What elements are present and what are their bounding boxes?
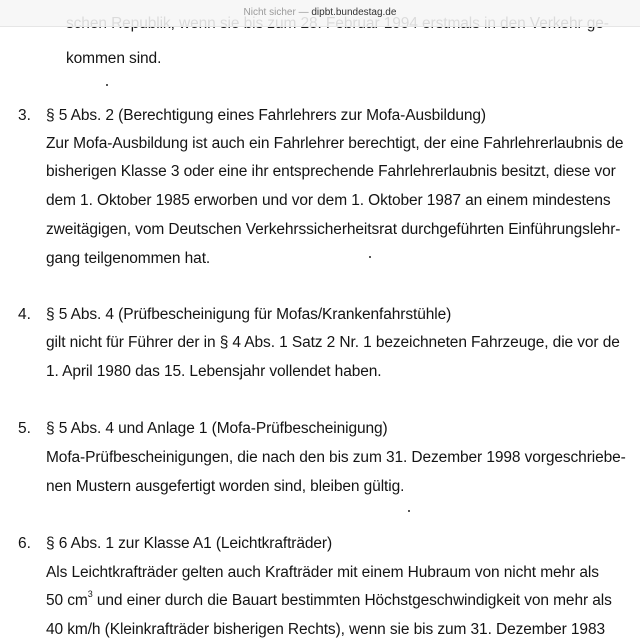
unit-value: 50 cm [46, 592, 88, 609]
item-3-line-4: zweitägigen, vom Deutschen Verkehrssicherheitsrat durchgeführten Einführungslehr- [46, 221, 621, 238]
item-6-line-3: 40 km/h (Kleinkrafträder bisherigen Rechts), wenn sie bis zum 31. Dezember 1983 [46, 621, 605, 638]
item-3-line-1: Zur Mofa-Ausbildung ist auch ein Fahrlehrer berechtigt, der eine Fahrlehrerlaubnis de [46, 135, 624, 152]
item-5-line-1: Mofa-Prüfbescheinigungen, die nach den bis zum 31. Dezember 1998 vorgeschriebe- [46, 449, 626, 466]
address-host[interactable]: dipbt.bundestag.de [311, 7, 397, 18]
item-3-heading: § 5 Abs. 2 (Berechtigung eines Fahrlehrers zur Mofa-Ausbildung) [46, 107, 486, 124]
item-6-line-2 [46, 588, 612, 611]
security-label: Nicht sicher [243, 7, 296, 18]
item-6-heading: § 6 Abs. 1 zur Klasse A1 (Leichtkrafträder) [46, 535, 333, 552]
item-3-number: 3. [18, 107, 31, 124]
item-6-number: 6. [18, 535, 31, 552]
item-5-heading: § 5 Abs. 4 und Anlage 1 (Mofa-Prüfbescheinigung) [46, 420, 388, 437]
item-4-number: 4. [18, 306, 31, 323]
item-5-line-2: nen Mustern ausgefertigt worden sind, bleiben gültig. [46, 478, 405, 495]
item-6-line-2-text: und einer durch die Bauart bestimmten Höchstgeschwindigkeit von mehr als [96, 592, 612, 609]
item-3-line-3: dem 1. Oktober 1985 erworben und vor dem 1. Oktober 1987 an einem mindestens [46, 192, 611, 209]
item-4-heading: § 5 Abs. 4 (Prüfbescheinigung für Mofas/Krankenfahrstühle) [46, 306, 452, 323]
browser-address-bar[interactable] [0, 0, 640, 27]
item-6-line-1: Als Leichtkrafträder gelten auch Krafträder mit einem Hubraum von nicht mehr als [46, 564, 599, 581]
scan-speck [106, 84, 108, 86]
scan-speck [408, 510, 410, 512]
unit-exponent: 3 [87, 588, 93, 599]
address-separator: — [298, 7, 309, 18]
item-3-line-2: bisherigen Klasse 3 oder eine ihr entsprechende Fahrlehrerlaubnis besitzt, diese vor [46, 163, 616, 180]
item-3-line-5: gang teilgenommen hat. [46, 250, 211, 267]
item-4-line-2: 1. April 1980 das 15. Lebensjahr vollendet haben. [46, 363, 382, 380]
item-4-line-1: gilt nicht für Führer der in § 4 Abs. 1 Satz 2 Nr. 1 bezeichneten Fahrzeuge, die vor de [46, 334, 620, 351]
intro-line-2: kommen sind. [66, 50, 162, 67]
item-5-number: 5. [18, 420, 31, 437]
scan-speck [369, 256, 371, 258]
